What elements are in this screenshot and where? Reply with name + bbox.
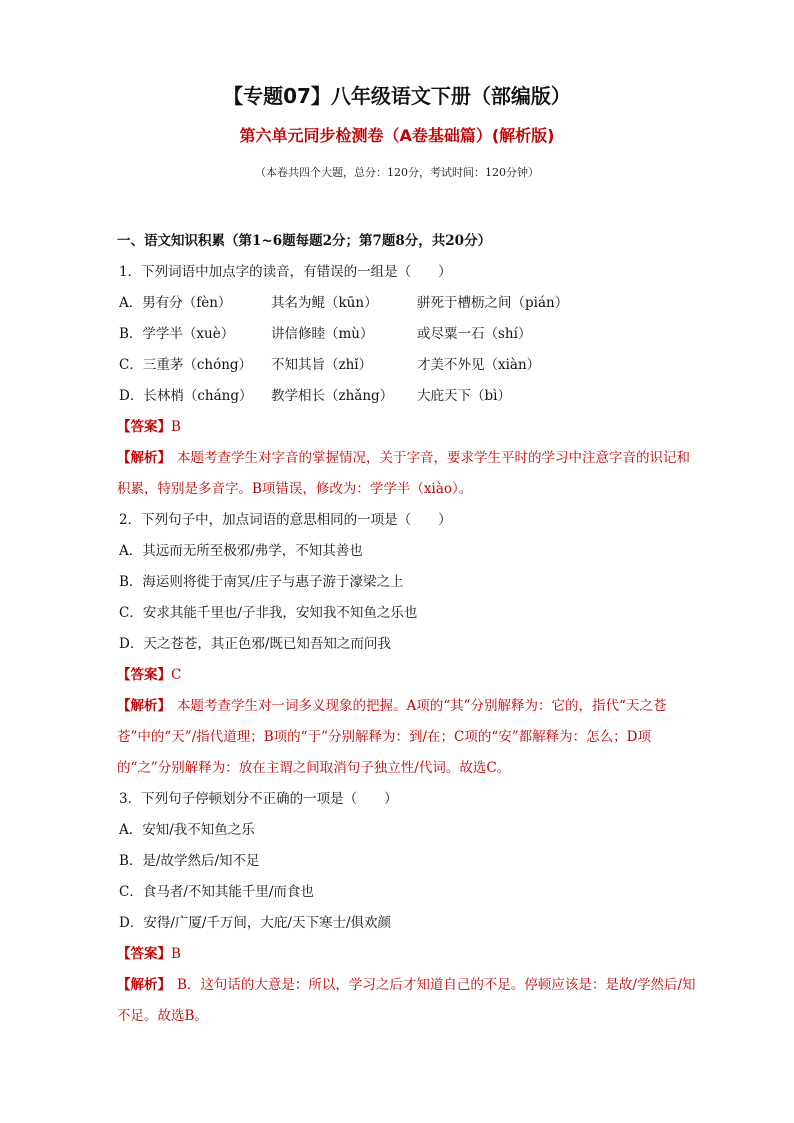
question-1 [117,257,699,505]
option-d [117,381,699,412]
answer-value: C [171,667,182,683]
option-part: 不知其旨（zhǐ） [271,357,373,373]
question-2 [117,505,699,784]
option-part: 骈死于槽枥之间（pián） [417,295,569,311]
option-part: B．学学半（xuè） [119,326,235,342]
answer-line [117,660,699,691]
option-part: 或尽粟一石（shí） [417,326,532,342]
option-b: B．海运则将徙于南冥/庄子与惠子游于濠梁之上 [119,574,404,590]
option-part: A．男有分（fèn） [119,295,232,311]
option-d: D．天之苍苍，其正色邪/既已知吾知之而问我 [119,636,391,652]
option-part: 其名为鲲（kūn） [271,295,378,311]
option-a [117,288,699,319]
option-c: C．安求其能千里也/子非我，安知我不知鱼之乐也 [119,605,418,621]
question-stem: 2．下列句子中，加点词语的意思相同的一项是（ ） [119,512,452,528]
doc-subtitle: 第六单元同步检测卷（A卷基础篇）(解析版) [239,126,555,145]
option-a: A．其远而无所至极邪/弗学，不知其善也 [119,543,363,559]
answer-value: B [171,419,181,435]
option-c [117,350,699,381]
answer-label: 【答案】 [117,946,171,962]
option-part: D．长林梢（cháng） [119,388,253,404]
analysis-label: 【解析】 [117,450,171,466]
analysis-paragraph [117,443,699,505]
answer-line [117,939,699,970]
question-stem: 1．下列词语中加点字的读音，有错误的一组是（ ） [119,264,452,280]
analysis-label: 【解析】 [117,698,171,714]
answer-line [117,412,699,443]
option-d: D．安得/广厦/千万间，大庇/天下寒士/俱欢颜 [119,915,392,931]
analysis-paragraph [117,970,699,1032]
option-part: 讲信修睦（mù） [271,326,374,342]
analysis-text: 本题考查学生对字音的掌握情况，关于字音，要求学生平时的学习中注意字音的识记和积累，特别是多音字。B项错误，修改为：学学半（xiào）。 [117,450,690,497]
answer-label: 【答案】 [117,419,171,435]
question-3 [117,784,699,1032]
analysis-label: 【解析】 [117,977,171,993]
option-part: 才美不外见（xiàn） [417,357,541,373]
option-part: 大庇天下（bì） [417,388,511,404]
analysis-text: B．这句话的大意是：所以，学习之后才知道自己的不足。停顿应该是：是故/学然后/知不足。故选B。 [117,977,696,1024]
option-part: C．三重茅（chóng） [119,357,253,373]
option-part: 教学相长（zhǎng） [271,388,394,404]
question-stem: 3．下列句子停顿划分不正确的一项是（ ） [119,791,398,807]
section-heading: 一、语文知识积累（第1~6题每题2分；第7题8分，共20分） [117,233,492,249]
analysis-paragraph [117,691,699,784]
option-b [117,319,699,350]
option-a: A．安知/我不知鱼之乐 [119,822,255,838]
answer-value: B [171,946,181,962]
option-c: C．食马者/不知其能千里/而食也 [119,884,314,900]
analysis-text: 本题考查学生对一词多义现象的把握。A项的“其”分别解释为：它的，指代“天之苍苍”中的“天”/指代道理；B项的“于”分别解释为：到/在；C项的“安”都解释为：怎么；D项的“之”分别解释为：放在主谓之间取消句子独立性/代词。故选C。 [117,698,667,776]
exam-note: （本卷共四个大题，总分：120分，考试时间：120分钟） [255,166,539,179]
option-b: B．是/故学然后/知不足 [119,853,260,869]
doc-title: 【专题07】八年级语文下册（部编版） [223,84,571,108]
answer-label: 【答案】 [117,667,171,683]
exam-content [117,226,699,1032]
